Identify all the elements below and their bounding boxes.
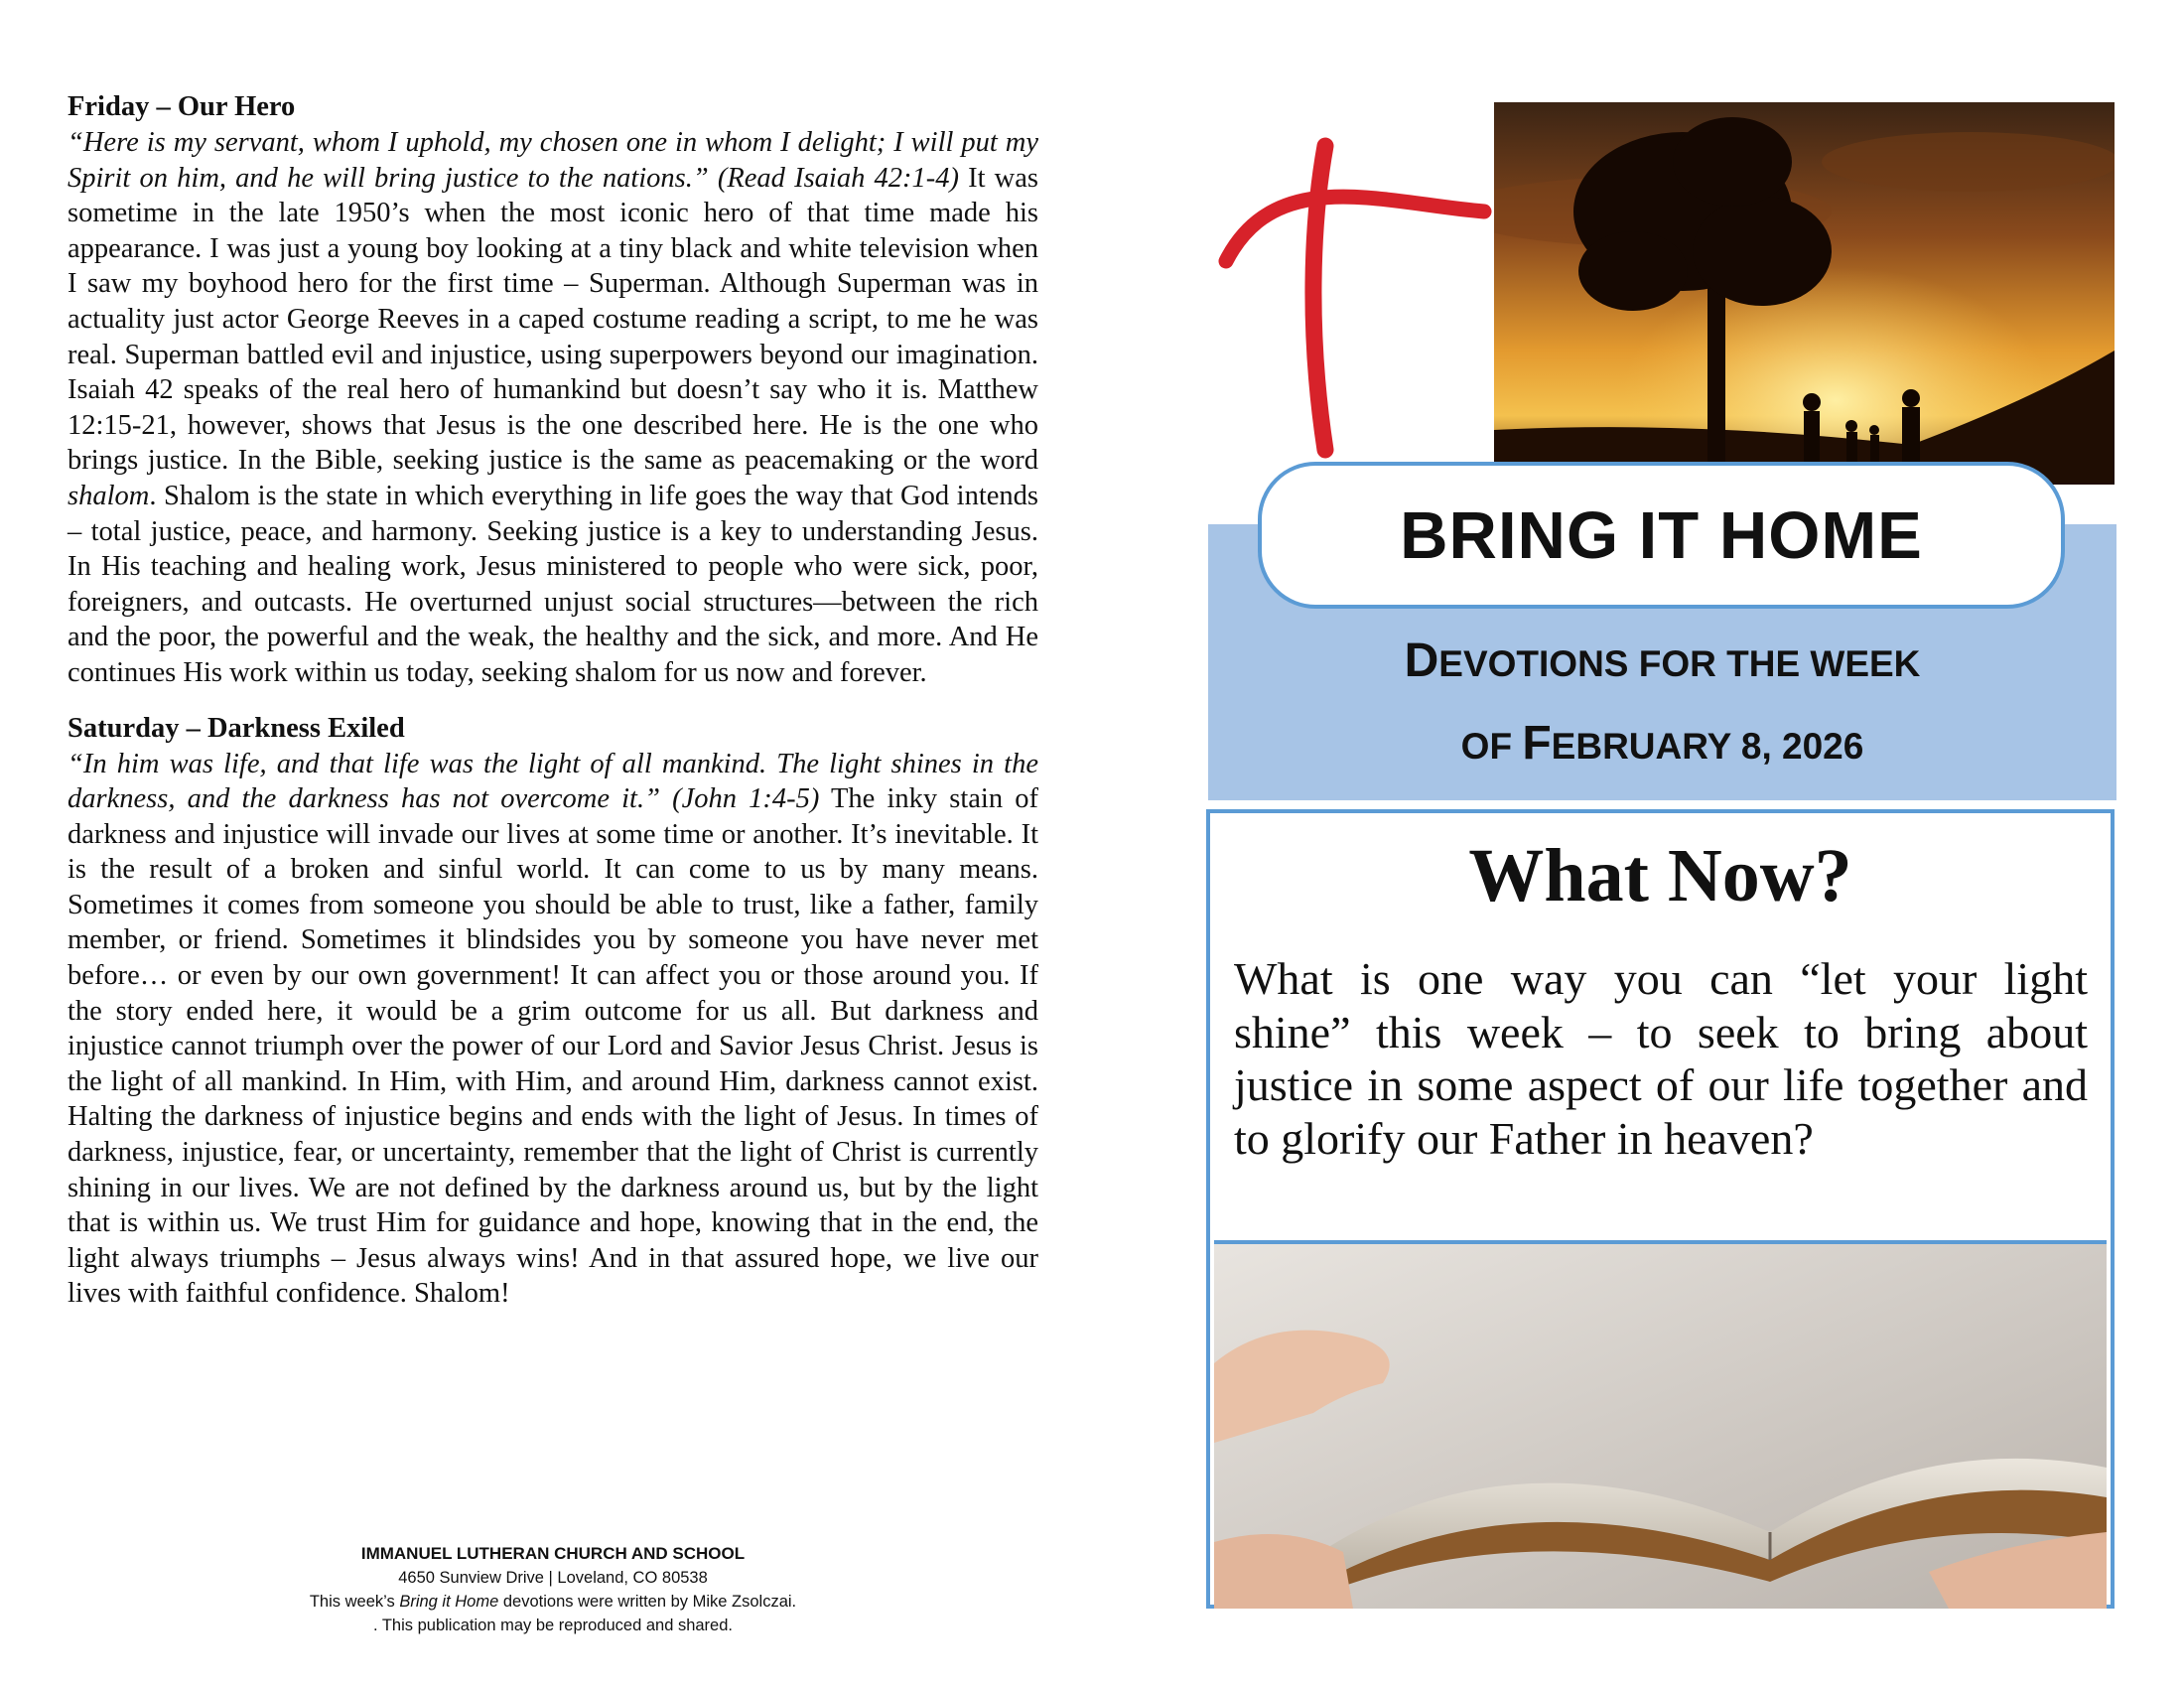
subtitle-line-2 bbox=[1208, 708, 2116, 790]
credit-title: Bring it Home bbox=[399, 1593, 499, 1611]
church-address: 4650 Sunview Drive | Loveland, CO 80538 bbox=[398, 1569, 708, 1587]
subtitle-2-cap: F bbox=[1522, 717, 1552, 770]
subtitle-2-lead: OF bbox=[1460, 726, 1523, 767]
cover-title: BRING IT HOME bbox=[1400, 497, 1923, 573]
credit-pre: This week’s bbox=[309, 1593, 400, 1611]
church-name: IMMANUEL LUTHERAN CHURCH AND SCHOOL bbox=[360, 1544, 746, 1563]
open-bible-photo bbox=[1214, 1240, 2107, 1609]
subtitle-1-rest: EVOTIONS FOR THE WEEK bbox=[1438, 643, 1921, 684]
friday-body-a: It was sometime in the late 1950’s when the most iconic hero of that time made his appearance. I was just a young boy looking at a tiny black and white television when I saw my boyhood hero for the first time – Superman. Although Superman was in actuality just actor George Reeves in a caped costume reading a script, to me he was real. Superman battled evil and injustice, using superpowers beyond our imagination. Isaiah 42 speaks of the real hero of humankind but doesn’t say who it is. Matthew 12:15-21, however, shows that Jesus is the one described here. He is the one who brings justice. In the Bible, seeking justice is the same as peacemaking or the word bbox=[68, 162, 1038, 477]
friday-paragraph bbox=[68, 125, 1038, 691]
title-banner bbox=[1258, 462, 2065, 609]
church-footer bbox=[68, 1542, 1038, 1637]
subtitle-1-cap: D bbox=[1404, 634, 1439, 687]
saturday-verse: “In him was life, and that life was the light of all mankind. The light shines in the darkness, and the darkness has not overcome it.” (John 1:4-5) bbox=[68, 748, 1038, 815]
cross-icon bbox=[1216, 134, 1494, 462]
what-now-box bbox=[1206, 809, 2115, 1609]
author-credit bbox=[68, 1590, 1038, 1614]
reproduction-notice: . This publication may be reproduced and shared. bbox=[372, 1617, 733, 1634]
sunset-family-photo bbox=[1494, 102, 2115, 485]
devotions-column bbox=[68, 89, 1038, 1332]
friday-title: Friday – Our Hero bbox=[68, 91, 296, 122]
credit-post: devotions were written by Mike Zsolczai. bbox=[498, 1593, 797, 1611]
saturday-paragraph bbox=[68, 747, 1038, 1313]
subtitle-line-1 bbox=[1208, 626, 2116, 708]
what-now-title: What Now? bbox=[1468, 834, 1852, 917]
cover-subtitle bbox=[1208, 626, 2116, 790]
saturday-title: Saturday – Darkness Exiled bbox=[68, 712, 405, 744]
friday-body-b: . Shalom is the state in which everything in life goes the way that God intends – total justice, peace, and harmony. Seeking justice is a key to understanding Jesus. In His teaching and healing work, Jesus ministered to people who were sick, poor, foreigners, and outcasts. He overturned unjust social structures—between the rich and the poor, the powerful and the weak, the healthy and the sick, and more. And He continues His work within us today, seeking shalom for us now and forever. bbox=[68, 480, 1038, 688]
saturday-section bbox=[68, 711, 1038, 1313]
saturday-body: The inky stain of darkness and injustice will invade our lives at some time or another. It’s inevitable. It is the result of a broken and sinful world. It can come to us by many means. Sometimes it comes from someone you should be able to trust, like a father, family member, or friend. Sometimes it blindsides you by someone you have never met before… or even by our own government! It can affect you or those around you. If the story ended here, it would be a grim outcome for us all. But darkness and injustice cannot triumph over the power of our Lord and Savior Jesus Christ. Jesus is the light of all mankind. In Him, with Him, and around Him, darkness cannot exist. Halting the darkness of injustice begins and ends with the light of Jesus. In times of darkness, injustice, fear, or uncertainty, remember that the light of Christ is currently shining in our lives. We are not defined by the darkness around us, but by the light that is within us. We trust Him for guidance and hope, knowing that in the end, the light always triumphs – Jesus always wins! And in that assured hope, we live our lives with faithful confidence. Shalom! bbox=[68, 783, 1038, 1310]
friday-body-em: shalom bbox=[68, 480, 150, 511]
friday-verse: “Here is my servant, whom I uphold, my chosen one in whom I delight; I will put my Spirit on him, and he will bring justice to the nations.” (Read Isaiah 42:1-4) bbox=[68, 127, 1038, 194]
what-now-question: What is one way you can “let your light shine” this week – to seek to bring about justice in some aspect of our life together and to glorify our Father in heaven? bbox=[1234, 953, 2088, 1164]
subtitle-2-rest: EBRUARY 8, 2026 bbox=[1551, 726, 1864, 767]
friday-section bbox=[68, 89, 1038, 691]
